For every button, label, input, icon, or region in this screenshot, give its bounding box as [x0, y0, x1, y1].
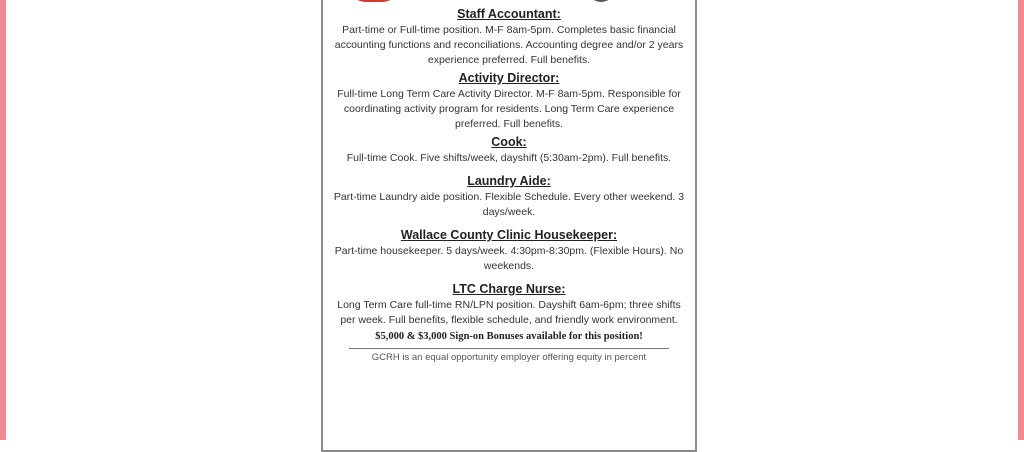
job-description: Full-time Long Term Care Activity Director. M-F 8am-5pm. Responsible for coordinating activity program for residents. Long Term Care experience preferred. Full benefits.	[337, 88, 681, 130]
job-title: Laundry Aide:	[467, 174, 551, 188]
job-title: Activity Director:	[458, 71, 560, 85]
job-description: Long Term Care full-time RN/LPN position. Dayshift 6am-6pm; three shifts per week. Full benefits, flexible schedule, and friendly work environment.	[337, 299, 681, 326]
job-description: Part-time housekeeper. 5 days/week. 4:30pm-8:30pm. (Flexible Hours). No weekends.	[334, 245, 684, 272]
job-clinic-housekeeper	[323, 228, 695, 274]
job-postings-flyer	[321, 0, 697, 452]
job-description: Part-time or Full-time position. M-F 8am-5pm. Completes basic financial accounting functions and reconciliations. Accounting degree and/or 2 years experience preferred. Full benefits.	[334, 24, 684, 66]
right-border-stripe	[1018, 0, 1024, 440]
job-ltc-charge-nurse	[323, 282, 695, 344]
job-description: Full-time Cook. Five shifts/week, dayshift (5:30am-2pm). Full benefits.	[346, 152, 672, 164]
job-staff-accountant	[323, 7, 695, 68]
equal-opportunity-footer: GCRH is an equal opportunity employer offering equity in percent	[371, 352, 647, 363]
hospital-logo-right	[587, 0, 615, 2]
job-activity-director	[323, 71, 695, 132]
job-cook	[323, 135, 695, 166]
job-title: Cook:	[491, 135, 527, 149]
job-title: Staff Accountant:	[457, 7, 561, 21]
sign-on-bonus-note: $5,000 & $3,000 Sign-on Bonuses available for this position!	[375, 331, 643, 342]
divider	[349, 348, 669, 349]
job-list	[323, 7, 695, 365]
left-border-stripe	[0, 0, 6, 440]
hospital-logo-left	[351, 0, 397, 2]
job-title: LTC Charge Nurse:	[452, 282, 566, 296]
job-description: Part-time Laundry aide position. Flexible Schedule. Every other weekend. 3 days/week.	[333, 191, 685, 218]
job-title: Wallace County Clinic Housekeeper:	[400, 228, 618, 242]
job-laundry-aide	[323, 174, 695, 220]
